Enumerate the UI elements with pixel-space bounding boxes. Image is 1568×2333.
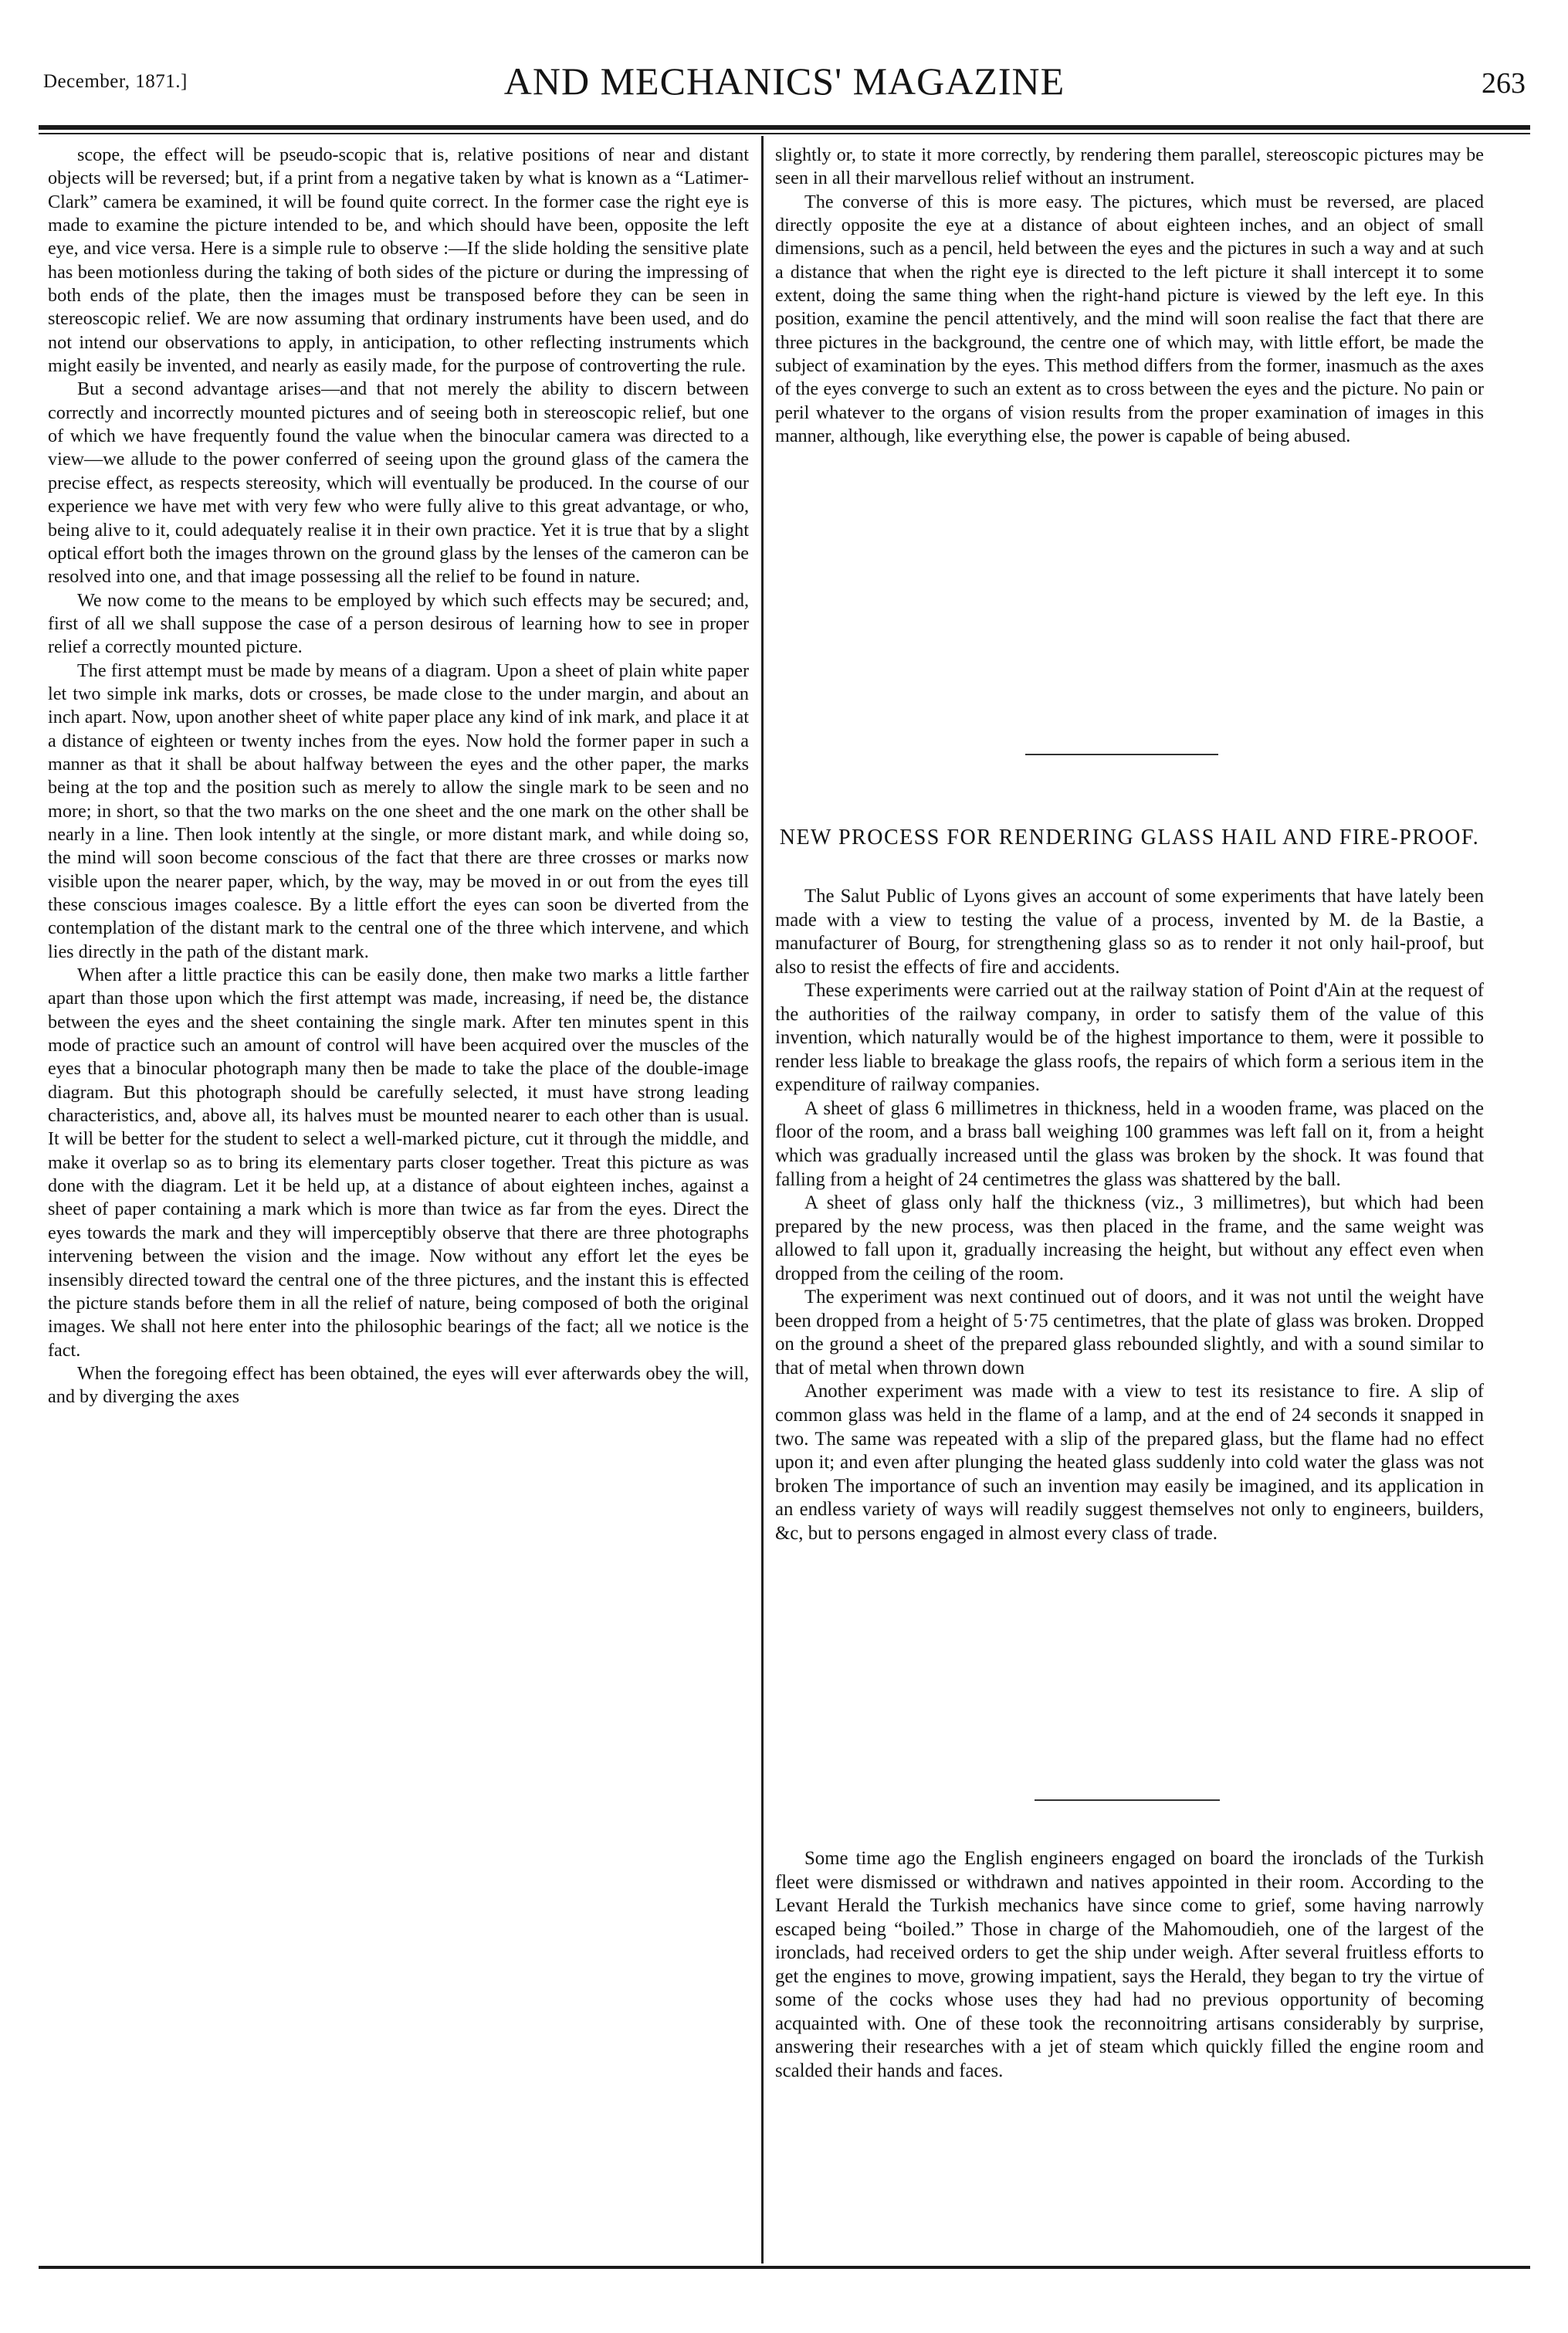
paragraph: When the foregoing effect has been obtained, the eyes will ever afterwards obey the will, and by diverging the axes <box>48 1362 749 1408</box>
paragraph: These experiments were carried out at the railway station of Point d'Ain at the request of the authorities of the railway company, in order to satisfy them of the value of this invention, which naturally would be of the highest importance to them, were it possible to render less liable to breakage the glass roofs, the repairs of which form a serious item in the expenditure of railway companies. <box>775 980 1484 1096</box>
paragraph: scope, the effect will be pseudo-scopic that is, relative positions of near and distant objects will be reversed; but, if a print from a negative taken by what is known as a “Latimer-Clark” camera be examined, it will be found quite correct. In the former case the right eye is made to examine the picture intended to be, and which should have been, opposite the left eye, and vice versa. Here is a simple rule to observe :—If the slide holding the sensitive plate has been motionless during the taking of both sides of the picture or during the impressing of both ends of the plate, then the images must be transposed before they can be seen in stereoscopic relief. We are now assuming that ordinary instruments have been used, and do not intend our observations to apply, in anticipation, to other reflecting instruments which might easily be invented, and nearly as easily made, for the purpose of controverting the rule. <box>48 144 749 377</box>
paragraph: slightly or, to state it more correctly, by rendering them parallel, stereoscopic pictures may be seen in all their marvellous relief without an instrument. <box>775 144 1484 189</box>
article-turkish-ironclads <box>775 1847 1484 2083</box>
paragraph: When after a little practice this can be easily done, then make two marks a little farther apart than those upon which the first attempt was made, increasing, if need be, the distance between the eyes and the sheet containing the single mark. After ten minutes spent in this mode of practice such an amount of control will have been acquired over the muscles of the eyes that a binocular photograph many then be made to take the place of the double-image diagram. But this photograph should be carefully selected, it must have strong leading characteristics, and, above all, its halves must be mounted nearer to each other than is usual. It will be better for the student to select a well-marked picture, cut it through the middle, and make it overlap so as to bring its elementary parts closer together. Treat this picture as was done with the diagram. Let it be held up, at a distance of about eighteen inches, against a sheet of paper containing a mark which is more than twice as far from the eyes. Direct the eyes towards the mark and they will imperceptibly observe that there are three photographs intervening between the vision and the image. Now without any effort let the eyes be insensibly directed toward the central one of the three pictures, and the instant this is effected the picture stands before them in all the relief of nature, being composed of both the original images. We shall not here enter into the philosophic bearings of the fact; all we notice is the fact. <box>48 965 749 1361</box>
paragraph: Some time ago the English engineers engaged on board the ironclads of the Turkish fleet were dismissed or withdrawn and natives appointed in their room. According to the Levant Herald the Turkish mechanics have since come to grief, some having narrowly escaped being “boiled.” Those in charge of the Mahomoudieh, one of the largest of the ironclads, had received orders to get the ship under weigh. After several fruitless efforts to get the engines to move, growing impatient, says the Herald, they began to try the virtue of some of the cocks whose uses they had had no previous opportunity of becoming acquainted with. One of these took the reconnoitring artisans considerably by surprise, answering their researches with a jet of steam which quickly filled the engine room and scalded their hands and faces. <box>775 1848 1484 2081</box>
paragraph: The first attempt must be made by means of a diagram. Upon a sheet of plain white paper let two simple ink marks, dots or crosses, be made close to the under margin, and about an inch apart. Now, upon another sheet of white paper place any kind of ink mark, and place it at a distance of eighteen or twenty inches from the eyes. Now hold the former paper in such a manner as that it shall be about halfway between the eyes and the other paper, the marks being at the top and the position such as merely to allow the single mark to be seen and no more; in short, so that the two marks on the one sheet and the one mark on the other shall be nearly in a line. Then look intently at the single, or more distant mark, and while doing so, the mind will soon become conscious of the fact that there are three crosses or marks now visible upon the nearer paper, which, by the way, may be moved in or out from the eyes till these conscious images coalesce. By a little effort the eyes can soon be diverted from the contemplation of the distant mark to the central one of the three which intervene, and which lies directly in the path of the distant mark. <box>48 660 749 962</box>
paragraph: The Salut Public of Lyons gives an account of some experiments that have lately been made with a view to testing the value of a process, invented by M. de la Bastie, a manufacturer of Bourg, for strengthening glass so as to render it not only hail-proof, but also to resist the effects of fire and accidents. <box>775 886 1484 978</box>
page-number: 263 <box>1482 67 1526 100</box>
paragraph: The experiment was next continued out of doors, and it was not until the weight have been dropped from a height of 5·75 centimetres, that the plate of glass was broken. Dropped on the ground a sheet of the prepared glass rebounded slightly, and with a sound similar to that of metal when thrown down <box>775 1287 1484 1378</box>
article-title: NEW PROCESS FOR RENDERING GLASS HAIL AND FIRE-PROOF. <box>779 826 1480 849</box>
column-divider <box>761 136 764 2263</box>
header-rule-thin <box>39 133 1530 134</box>
paragraph: We now come to the means to be employed by which such effects may be secured; and, first of all we shall suppose the case of a person desirous of learning how to see in proper relief a correctly mounted picture. <box>48 589 749 658</box>
paragraph: A sheet of glass only half the thickness (viz., 3 millimetres), but which had been prepared by the new process, was then placed in the frame, and the same weight was allowed to fall upon it, gradually increasing the height, but without any effect even when dropped from the ceiling of the room. <box>775 1192 1484 1284</box>
paragraph: Another experiment was made with a view to test its resistance to fire. A slip of common glass was held in the flame of a lamp, and at the end of 24 seconds it snapped in two. The same was repeated with a slip of the prepared glass, but the flame had no effect upon it; and even after plunging the heated glass suddenly into cold water the glass was not broken The importance of such an invention may easily be imagined, and its application in an endless variety of ways will readily suggest themselves not only to engineers, builders, &c, but to persons engaged in almost every class of trade. <box>775 1381 1484 1544</box>
page-header <box>43 56 1526 110</box>
magazine-title: AND MECHANICS' MAGAZINE <box>503 59 1065 103</box>
right-column-continuation <box>775 144 1484 448</box>
paragraph: But a second advantage arises—and that not merely the ability to discern between correctly and incorrectly mounted pictures and of seeing both in stereoscopic relief, but one of which we have frequently found the value when the binocular camera was directed to a view—we allude to the power conferred of seeing upon the ground glass of the camera the precise effect, as respects stereosity, which will eventually be produced. In the course of our experience we have met with very few who were fully alive to this great advantage, or who, being alive to it, could adequately realise it in their own practice. Yet it is true that by a slight optical effort both the images thrown on the ground glass by the lenses of the cameron can be resolved into one, and that image possessing all the relief to be found in nature. <box>48 378 749 588</box>
footer-rule <box>39 2266 1530 2269</box>
section-divider <box>1035 1799 1220 1801</box>
section-divider <box>1025 754 1218 755</box>
paragraph: A sheet of glass 6 millimetres in thickness, held in a wooden frame, was placed on the floor of the room, and a brass ball weighing 100 grammes was left fall on it, from a height which was gradually increased until the glass was broken by the shock. It was found that falling from a height of 24 centimetres the glass was shattered by the ball. <box>775 1097 1484 1190</box>
paragraph: The converse of this is more easy. The pictures, which must be reversed, are placed directly opposite the eye at a distance of about eighteen inches, and an object of small dimensions, such as a pencil, held between the eyes and the pictures in such a way and at such a distance that when the right eye is directed to the left picture it shall intercept it to some extent, doing the same thing when the right-hand picture is viewed by the left eye. In this position, examine the pencil attentively, and the mind will soon realise the fact that there are three pictures in the background, the centre one of which may, with little effort, be made the subject of examination by the eyes. This method differs from the former, inasmuch as the axes of the eyes converge to such an extent as to cross between the eyes and the picture. No pain or peril whatever to the organs of vision results from the proper examination of images in this manner, although, like everything else, the power is capable of being abused. <box>775 191 1484 447</box>
article-glass-process <box>775 825 1484 1545</box>
header-rule-thick <box>39 125 1530 130</box>
issue-date: December, 1871.] <box>43 71 188 92</box>
left-column <box>48 144 749 1409</box>
